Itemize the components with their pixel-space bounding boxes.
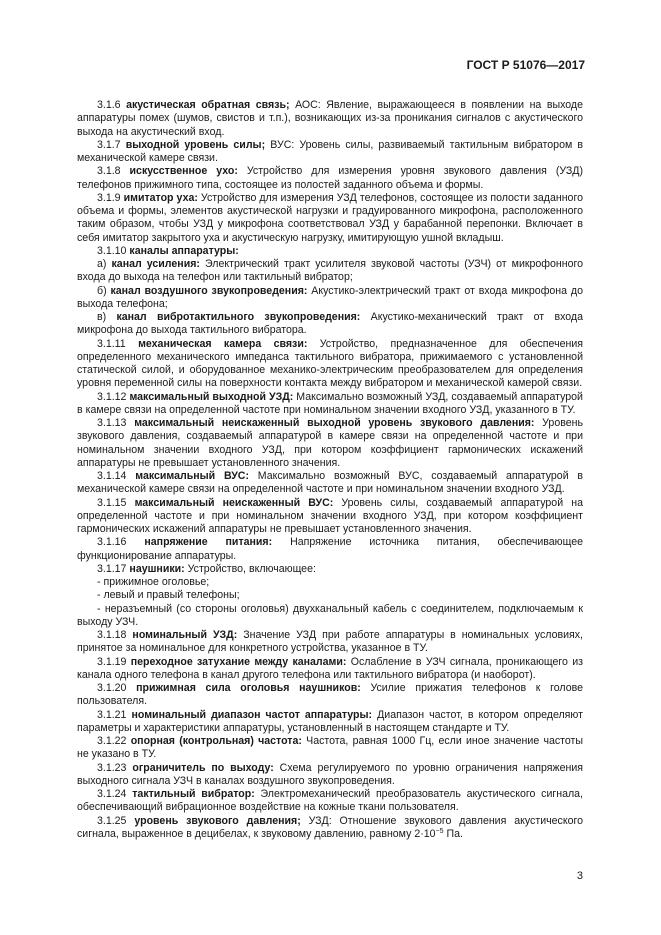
- term-name: имитатор уха:: [123, 191, 198, 204]
- term-definition: УЗД: Отношение звукового давления акустического сигнала, выраженное в децибелах, к звуковому давлению, равному 2·10: [77, 814, 583, 840]
- term-definition: Акустико-механический тракт от входа микрофона до выхода тактильного вибратора.: [77, 311, 583, 337]
- term-definition: Электрический тракт усилителя звуковой частоты (УЗЧ) от микрофонного входа до выхода на телефон или тактильный вибратор;: [77, 258, 584, 284]
- paragraph-number: 3.1.6: [97, 99, 121, 111]
- paragraph-number: 3.1.7: [97, 138, 121, 151]
- term-name: уровень звукового давления;: [134, 814, 301, 827]
- paragraph-number: 3.1.21: [97, 708, 127, 721]
- term-definition: Частота, равная 1000 Гц, если иное значение частоты не указано в ТУ.: [77, 735, 584, 761]
- term-definition: АОС: Явление, выражающееся в появлении на выходе аппаратуры помех (шумов, свистов и т.п.), возникающих из-за проникания сигналов с акустического выхода на акустический вход.: [77, 99, 583, 138]
- term-paragraph: [77, 391, 583, 418]
- paragraph-number: 3.1.17: [97, 562, 127, 575]
- term-name: канал вибротактильного звукопроведения:: [116, 311, 361, 323]
- term-paragraph: [77, 497, 583, 537]
- term-name: канал усиления:: [111, 258, 200, 270]
- term-paragraph: [77, 99, 583, 139]
- term-definition: Значение УЗД при работе аппаратуры в номинальных условиях, принятое за номинальное для конкретного устройства, указанное в ТУ.: [77, 629, 583, 655]
- term-name: прижимная сила оголовья наушников:: [136, 682, 361, 694]
- paragraph-number: 3.1.20: [97, 682, 127, 694]
- term-definition: Акустико-электрический тракт от входа микрофона до выхода телефона;: [77, 284, 583, 310]
- paragraph-number: 3.1.8: [97, 165, 121, 178]
- term-paragraph: [77, 656, 583, 683]
- term-paragraph: [77, 285, 583, 312]
- term-paragraph: [77, 139, 583, 166]
- term-paragraph: [77, 245, 583, 258]
- term-paragraph: [77, 470, 583, 497]
- term-definition: Устройство, предназначенное для обеспечения определенного механического импеданса тактильного вибратора, прижимаемого с установленной статической силой, и оборудованное механико-электрическим преобразователем для определения уровня переменной силы на поверхности контакта между вибратором и механической камерой связи.: [77, 337, 583, 390]
- term-name: максимальный неискаженный выходной уровень звукового давления:: [134, 417, 535, 429]
- document-header: ГОСТ Р 51076—2017: [466, 58, 585, 72]
- term-paragraph: [77, 709, 583, 736]
- term-name: канал воздушного звукопроведения:: [110, 284, 308, 297]
- term-definition: Максимально возможный ВУС, создаваемый аппаратурой в механической камере связи на определенной частоте и при номинальном значении входного УЗД.: [77, 470, 584, 496]
- term-definition: Усилие прижатия телефонов к голове пользователя.: [77, 682, 584, 708]
- term-paragraph: [77, 762, 583, 789]
- term-paragraph: [77, 603, 583, 630]
- term-definition: Устройство для измерения УЗД телефонов, состоящее из полости заданного объема и формы, элементов акустической нагрузки и градуированного микрофона, расположенного таким образом, чтобы УЗД у микрофона соответствовал УЗД у барабанной перепонки. Включает в себя имитатор закрытого уха и акустическую нагрузку, имитирующую ушной вкладыш.: [77, 191, 583, 244]
- term-definition: прижимное оголовье;: [103, 576, 210, 588]
- term-paragraph: [77, 589, 583, 602]
- paragraph-number: 3.1.15: [97, 496, 127, 509]
- term-name: каналы аппаратуры:: [129, 244, 239, 257]
- term-definition: Напряжение источника питания, обеспечивающее функционирование аппаратуры.: [77, 536, 584, 562]
- term-name: напряжение питания:: [144, 536, 273, 549]
- term-definition: Устройство для измерения уровня звукового давления (УЗД) телефонов прижимного типа, состоящее из полостей заданного объема и формы.: [77, 165, 583, 191]
- term-name: наушники:: [129, 562, 185, 575]
- term-name: максимальный неискаженный ВУС:: [134, 496, 334, 509]
- term-name: номинальный УЗД:: [132, 629, 238, 641]
- term-paragraph: [77, 311, 583, 338]
- term-paragraph: [77, 417, 583, 470]
- term-definition: левый и правый телефоны;: [103, 589, 240, 602]
- paragraph-number: 3.1.18: [97, 629, 127, 641]
- term-name: ограничитель по выходу:: [132, 761, 274, 774]
- term-definition: Максимально возможный УЗД, создаваемый аппаратурой в камере связи на определенной частоте при номинальном значении входного УЗД, указанного в ТУ.: [77, 390, 583, 416]
- paragraph-number: в): [97, 311, 107, 323]
- paragraph-number: 3.1.19: [97, 655, 127, 668]
- term-definition: Уровень силы, создаваемый аппаратурой на определенной частоте и при номинальном значении входного УЗД, при котором коэффициент гармонических искажений аппаратуры не превышает установленного значения.: [77, 496, 583, 535]
- term-name: механическая камера связи:: [138, 337, 308, 350]
- term-definition: Уровень звукового давления, создаваемый аппаратурой в камере связи на определенной частоте и при номинальном значении входного УЗД, при котором коэффициент гармонических искажений аппаратуры не превышает установленного значения.: [77, 417, 583, 469]
- term-name: опорная (контрольная) частота:: [130, 735, 302, 747]
- term-definition: Ослабление в УЗЧ сигнала, проникающего из канала одного телефона в канал другого телефона или тактильного вибратора (и наоборот).: [77, 655, 583, 681]
- paragraph-number: 3.1.25: [97, 814, 127, 827]
- term-name: тактильный вибратор:: [132, 788, 255, 800]
- term-paragraph: [77, 788, 583, 815]
- term-paragraph: [77, 735, 583, 762]
- term-paragraph: [77, 629, 583, 656]
- paragraph-number: 3.1.11: [97, 337, 126, 350]
- term-definition: Диапазон частот, в котором определяют параметры и характеристики аппаратуры, установленный в настоящем стандарте и ТУ.: [77, 708, 583, 734]
- paragraph-number: 3.1.12: [97, 390, 127, 403]
- term-name: искусственное ухо:: [129, 165, 238, 178]
- term-definition: Устройство, включающее:: [187, 562, 316, 575]
- term-definition: Электромеханический преобразователь акустического сигнала, обеспечивающий вибрационное воздействие на кожные ткани пользователя.: [77, 788, 583, 814]
- paragraph-number: а): [97, 258, 107, 270]
- paragraph-number: 3.1.23: [97, 761, 127, 774]
- term-definition: Схема регулируемого по уровню ограничения напряжения выходного сигнала УЗЧ в каналах воздушного звукопроведения.: [77, 761, 584, 787]
- term-paragraph: [77, 165, 583, 192]
- paragraph-number: -: [97, 602, 101, 615]
- term-paragraph: [77, 536, 583, 563]
- term-paragraph: [77, 576, 583, 589]
- term-paragraph: [77, 815, 583, 842]
- paragraph-number: 3.1.9: [97, 191, 121, 204]
- term-name: максимальный ВУС:: [135, 470, 249, 482]
- term-paragraph: [77, 682, 583, 709]
- paragraph-number: 3.1.13: [97, 417, 127, 429]
- paragraph-number: -: [97, 589, 101, 602]
- paragraph-number: 3.1.16: [97, 536, 127, 549]
- term-definition: ВУС: Уровень силы, развиваемый тактильным вибратором в механической камере связи.: [77, 138, 583, 164]
- term-name: переходное затухание между каналами:: [130, 655, 347, 668]
- paragraph-number: -: [97, 576, 101, 588]
- term-paragraph: [77, 563, 583, 576]
- paragraph-number: б): [97, 284, 107, 297]
- page-number: 3: [576, 870, 583, 882]
- term-name: максимальный выходной УЗД:: [129, 390, 294, 403]
- paragraph-number: 3.1.22: [97, 735, 127, 747]
- paragraph-number: 3.1.24: [97, 788, 127, 800]
- term-paragraph: [77, 192, 583, 245]
- term-name: акустическая обратная связь;: [126, 99, 290, 111]
- term-name: номинальный диапазон частот аппаратуры:: [131, 708, 373, 721]
- term-paragraph: [77, 258, 583, 285]
- paragraph-number: 3.1.14: [97, 470, 127, 482]
- document-body: [77, 99, 583, 841]
- term-paragraph: [77, 338, 583, 391]
- exponent: −5: [435, 827, 444, 835]
- term-definition: неразъемный (со стороны оголовья) двухканальный кабель с соединителем, подключаемым к выходу УЗЧ.: [77, 602, 583, 628]
- paragraph-number: 3.1.10: [97, 244, 127, 257]
- definition-tail: Па.: [443, 827, 463, 840]
- term-name: выходной уровень силы;: [125, 138, 266, 151]
